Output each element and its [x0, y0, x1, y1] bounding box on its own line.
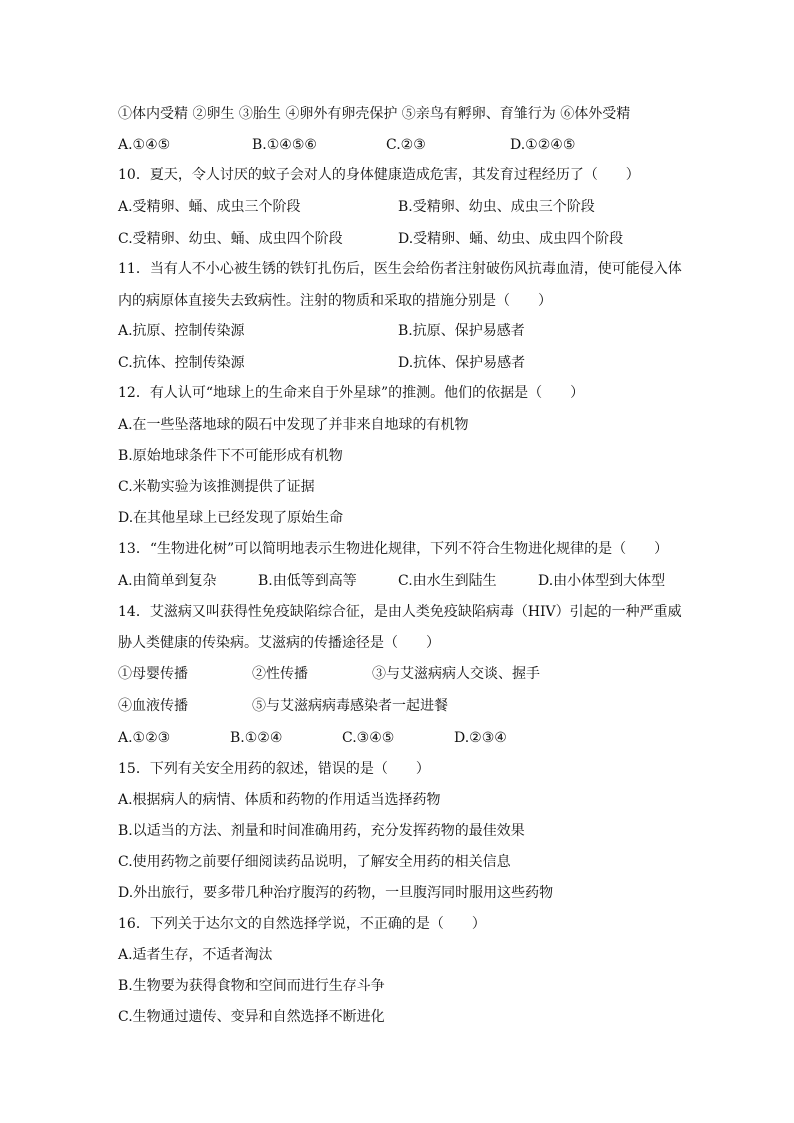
q11-option-c: C.抗体、控制传染源 [118, 355, 245, 371]
q13-option-a: A.由简单到复杂 [118, 573, 217, 589]
q12-option-c: C.米勒实验为该推测提供了证据 [118, 479, 315, 495]
q16-option-c: C.生物通过遗传、变异和自然选择不断进化 [118, 1009, 385, 1025]
q15-stem: 15．下列有关安全用药的叙述，错误的是（ ） [118, 761, 430, 777]
q10-option-c: C.受精卵、幼虫、蛹、成虫四个阶段 [118, 231, 343, 247]
q13-option-c: C.由水生到陆生 [398, 573, 497, 589]
q14-option-a: A.①②③ [118, 730, 171, 746]
q11-stem-line2: 内的病原体直接失去致病性。注射的物质和采取的措施分别是（ ） [118, 293, 552, 309]
q14-stem-line1: 14．艾滋病又叫获得性免疫缺陷综合征，是由人类免疫缺陷病毒（HIV）引起的一种严重威 [118, 604, 682, 620]
q14-item-2: ②性传播 [252, 666, 308, 682]
q12-option-a: A.在一些坠落地球的陨石中发现了并非来自地球的有机物 [118, 417, 469, 433]
q14-option-c: C.③④⑤ [342, 730, 395, 746]
q15-option-b: B.以适当的方法、剂量和时间准确用药，充分发挥药物的最佳效果 [118, 823, 525, 839]
q9-option-b: B.①④⑤⑥ [252, 137, 317, 153]
q16-option-a: A.适者生存，不适者淘汰 [118, 947, 273, 963]
q14-option-b: B.①②④ [230, 730, 283, 746]
q9-items-line: ①体内受精 ②卵生 ③胎生 ④卵外有卵壳保护 ⑤亲鸟有孵卵、育雏行为 ⑥体外受精 [118, 106, 631, 122]
q14-option-d: D.②③④ [454, 730, 507, 746]
q14-item-3: ③与艾滋病病人交谈、握手 [372, 666, 540, 682]
q10-option-d: D.受精卵、蛹、幼虫、成虫四个阶段 [398, 231, 624, 247]
q9-option-d: D.①②④⑤ [510, 137, 576, 153]
q10-option-b: B.受精卵、幼虫、成虫三个阶段 [398, 199, 595, 215]
q15-option-a: A.根据病人的病情、体质和药物的作用适当选择药物 [118, 792, 441, 808]
q16-stem: 16．下列关于达尔文的自然选择学说，不正确的是（ ） [118, 916, 486, 932]
q13-option-b: B.由低等到高等 [258, 573, 357, 589]
q14-item-5: ⑤与艾滋病病毒感染者一起进餐 [252, 698, 448, 714]
q15-option-d: D.外出旅行，要多带几种治疗腹泻的药物，一旦腹泻同时服用这些药物 [118, 885, 554, 901]
q15-option-c: C.使用药物之前要仔细阅读药品说明，了解安全用药的相关信息 [118, 854, 511, 870]
q12-stem: 12．有人认可“地球上的生命来自于外星球”的推测。他们的依据是（ ） [118, 385, 585, 401]
q11-option-d: D.抗体、保护易感者 [398, 355, 526, 371]
q12-option-d: D.在其他星球上已经发现了原始生命 [118, 510, 344, 526]
q11-stem-line1: 11．当有人不小心被生锈的铁钉扎伤后，医生会给伤者注射破伤风抗毒血清，使可能侵入体 [118, 261, 682, 277]
q10-option-a: A.受精卵、蛹、成虫三个阶段 [118, 199, 301, 215]
q14-item-1: ①母婴传播 [118, 666, 188, 682]
q11-option-a: A.抗原、控制传染源 [118, 323, 245, 339]
q11-option-b: B.抗原、保护易感者 [398, 323, 525, 339]
q13-option-d: D.由小体型到大体型 [538, 573, 666, 589]
q14-item-4: ④血液传播 [118, 698, 188, 714]
q16-option-b: B.生物要为获得食物和空间而进行生存斗争 [118, 978, 385, 994]
q10-stem: 10．夏天，令人讨厌的蚊子会对人的身体健康造成危害，其发育过程经历了（ ） [118, 167, 640, 183]
q12-option-b: B.原始地球条件下不可能形成有机物 [118, 448, 343, 464]
q13-stem: 13．“生物进化树”可以简明地表示生物进化规律，下列不符合生物进化规律的是（ ） [118, 541, 669, 557]
q9-option-a: A.①④⑤ [118, 137, 171, 153]
q9-option-c: C.②③ [386, 137, 426, 153]
q14-stem-line2: 胁人类健康的传染病。艾滋病的传播途径是（ ） [118, 635, 440, 651]
